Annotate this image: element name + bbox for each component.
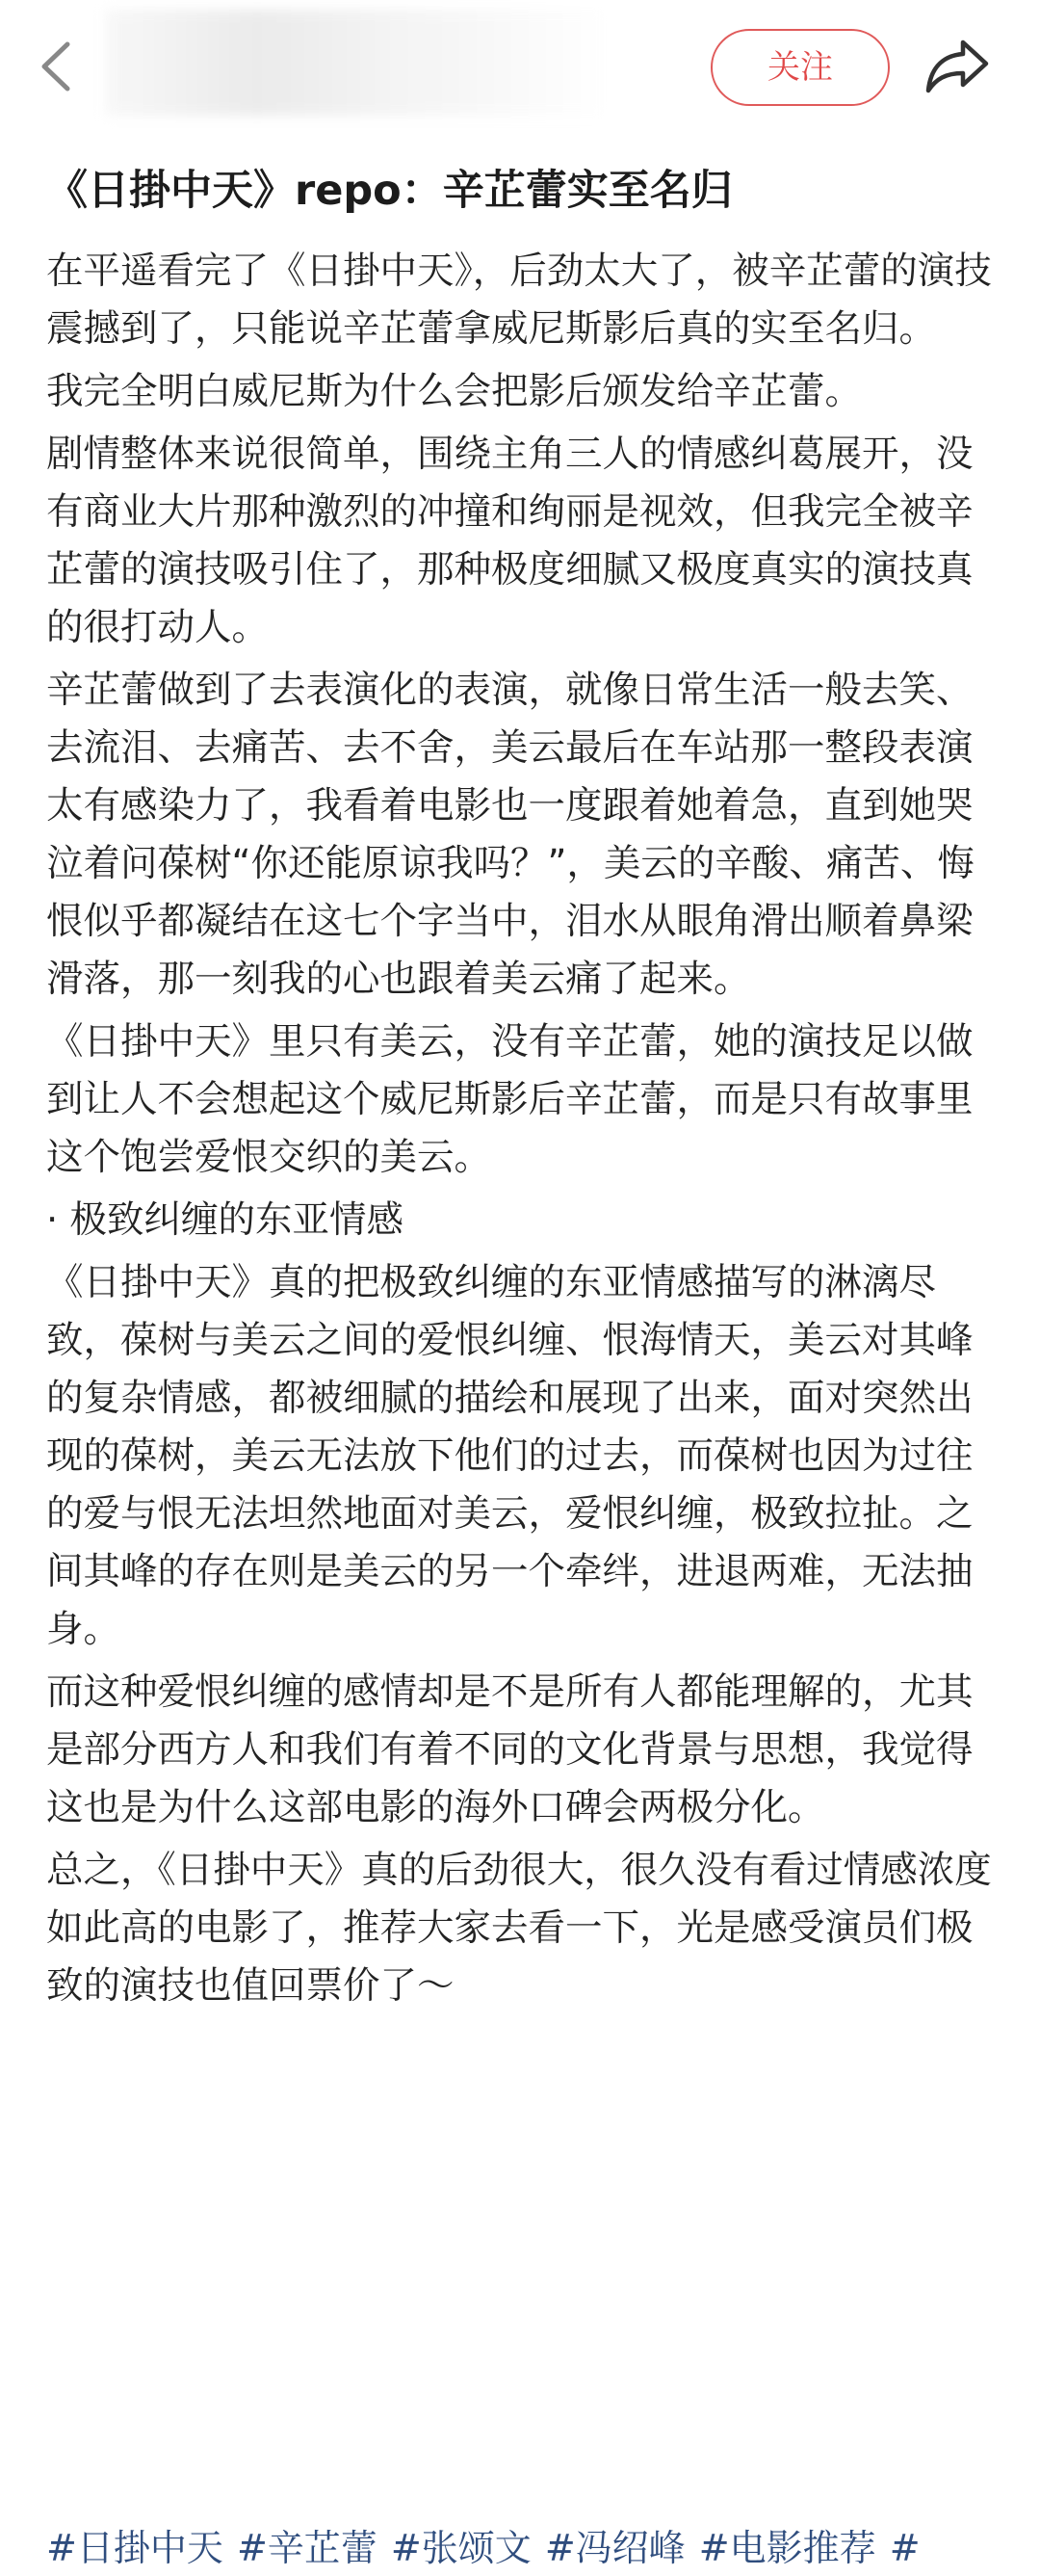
hashtag[interactable]: # [889,2527,921,2569]
post-title: 《日掛中天》repo：辛芷蕾实至名归 [46,167,733,215]
paragraph: 而这种爱恨纠缠的感情却是不是所有人都能理解的，尤其是部分西方人和我们有着不同的文化背景与思想，我觉得这也是为什么这部电影的海外口碑会两极分化。 [46,1670,974,1829]
paragraph: 《日掛中天》里只有美云，没有辛芷蕾，她的演技足以做到让人不会想起这个威尼斯影后辛芷蕾，而是只有故事里这个饱尝爱恨交织的美云。 [46,1020,974,1179]
follow-button[interactable]: 关注 [711,29,890,106]
author-info-blurred [106,10,607,116]
hashtag[interactable]: #电影推荐 [698,2527,876,2569]
paragraph: 剧情整体来说很简单，围绕主角三人的情感纠葛展开，没有商业大片那种激烈的冲撞和绚丽是视效，但我完全被辛芷蕾的演技吸引住了，那种极度细腻又极度真实的演技真的很打动人。 [46,433,974,649]
hashtag-row [46,2524,1038,2572]
top-bar [0,0,1040,145]
paragraph: 《日掛中天》真的把极致纠缠的东亚情感描写的淋漓尽致，葆树与美云之间的爱恨纠缠、恨海情天，美云对其峰的复杂情感，都被细腻的描绘和展现了出来，面对突然出现的葆树，美云无法放下他们的过去，而葆树也因为过往的爱与恨无法坦然地面对美云，爱恨纠缠，极致拉扯。之间其峰的存在则是美云的另一个牵绊，进退两难，无法抽身。 [46,1261,974,1651]
back-button[interactable] [33,33,81,100]
share-arrow-icon [924,35,992,96]
hashtag[interactable]: #日掛中天 [46,2527,223,2569]
share-button[interactable] [924,35,992,96]
hashtag[interactable]: #辛芷蕾 [236,2527,377,2569]
hashtag[interactable]: #冯绍峰 [544,2527,686,2569]
section-heading: · 极致纠缠的东亚情感 [46,1198,403,1242]
paragraph: 辛芷蕾做到了去表演化的表演，就像日常生活一般去笑、去流泪、去痛苦、去不舍，美云最后在车站那一整段表演太有感染力了，我看着电影也一度跟着她着急，直到她哭泣着问葆树“你还能原谅我吗？”，美云的辛酸、痛苦、悔恨似乎都凝结在这七个字当中，泪水从眼角滑出顺着鼻梁滑落，那一刻我的心也跟着美云痛了起来。 [46,669,975,1001]
paragraph: 我完全明白威尼斯为什么会把影后颁发给辛芷蕾。 [46,370,863,413]
paragraph: 总之，《日掛中天》真的后劲很大，很久没有看过情感浓度如此高的电影了，推荐大家去看一下，光是感受演员们极致的演技也值回票价了～ [46,1849,992,2008]
chevron-left-icon [33,33,81,100]
hashtag[interactable]: #张颂文 [390,2527,532,2569]
post-body [46,243,1000,2020]
paragraph: 在平遥看完了《日掛中天》，后劲太大了，被辛芷蕾的演技震撼到了，只能说辛芷蕾拿威尼斯影后真的实至名归。 [46,250,992,351]
